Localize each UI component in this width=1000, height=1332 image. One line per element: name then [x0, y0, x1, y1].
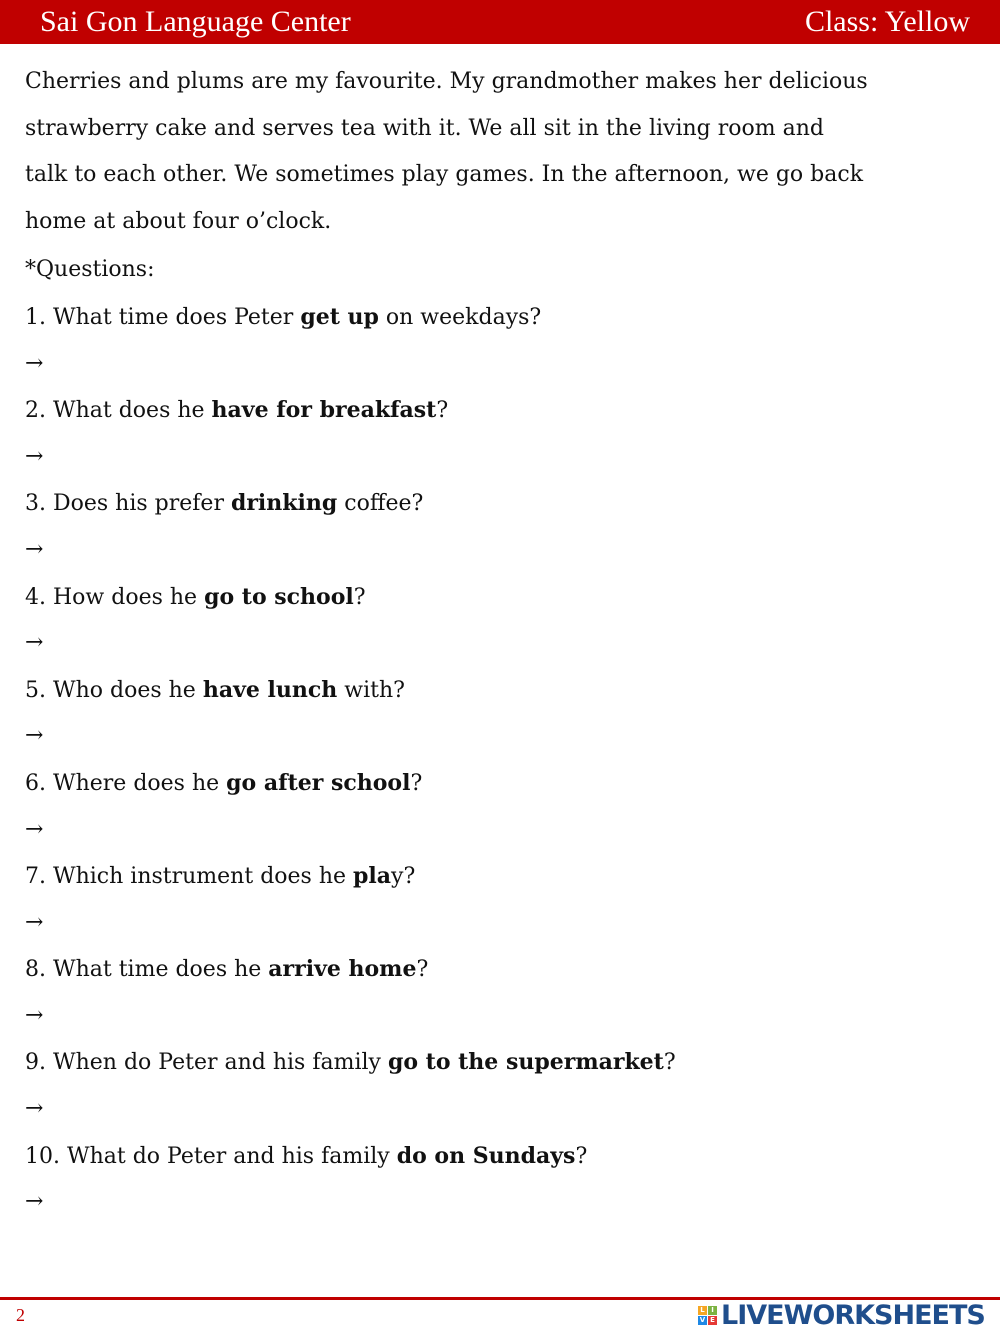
- question-bold-text: have for breakfast: [211, 397, 437, 424]
- question-bold-text: arrive home: [268, 956, 417, 983]
- class-label: Class: Yellow: [804, 5, 970, 38]
- question-1: [25, 294, 990, 341]
- question-4: [25, 574, 990, 621]
- question-pre-text: 9. When do Peter and his family: [25, 1050, 388, 1076]
- question-pre-text: 2. What does he: [25, 398, 212, 424]
- question-post-text: ?: [663, 1050, 676, 1076]
- question-pre-text: 8. What time does he: [25, 957, 269, 983]
- question-post-text: coffee?: [337, 491, 424, 517]
- question-post-text: ?: [436, 398, 449, 424]
- answer-line[interactable]: →: [25, 723, 44, 749]
- question-post-text: with?: [337, 677, 405, 703]
- question-2: [25, 387, 990, 434]
- question-post-text: ?: [353, 584, 366, 610]
- question-pre-text: 10. What do Peter and his family: [25, 1143, 397, 1169]
- question-pre-text: 4. How does he: [25, 584, 205, 610]
- question-pre-text: 5. Who does he: [25, 677, 203, 703]
- question-post-text: y?: [391, 864, 416, 890]
- answer-line[interactable]: →: [25, 816, 44, 842]
- passage-line: strawberry cake and serves tea with it. We all sit in the living room and: [25, 115, 824, 141]
- page-header: [0, 0, 1000, 44]
- question-5: [25, 667, 990, 714]
- question-pre-text: 6. Where does he: [25, 770, 227, 796]
- question-bold-text: go to school: [204, 583, 354, 610]
- center-name: Sai Gon Language Center: [40, 5, 351, 38]
- page-number: 2: [16, 1305, 25, 1325]
- question-bold-text: get up: [300, 303, 379, 330]
- question-pre-text: 7. Which instrument does he: [25, 864, 354, 890]
- question-bold-text: go to the supermarket: [387, 1049, 664, 1076]
- answer-line[interactable]: →: [25, 536, 44, 562]
- passage-line: home at about four o’clock.: [25, 208, 332, 234]
- question-6: [25, 760, 990, 807]
- questions-heading: *Questions:: [25, 257, 155, 283]
- question-8: [25, 946, 990, 993]
- question-3: [25, 480, 990, 527]
- passage-line: talk to each other. We sometimes play games. In the afternoon, we go back: [25, 162, 864, 188]
- question-bold-text: have lunch: [202, 676, 338, 703]
- liveworksheets-logo: [698, 1300, 985, 1331]
- answer-line[interactable]: →: [25, 350, 44, 376]
- question-bold-text: go after school: [226, 769, 411, 796]
- answer-line[interactable]: →: [25, 1189, 44, 1215]
- answer-line[interactable]: →: [25, 443, 44, 469]
- question-list: [25, 294, 990, 1226]
- question-bold-text: do on Sundays: [396, 1142, 576, 1169]
- answer-line[interactable]: →: [25, 1096, 44, 1122]
- worksheet-content: [25, 59, 990, 1226]
- answer-line[interactable]: →: [25, 630, 44, 656]
- question-10: [25, 1133, 990, 1180]
- question-post-text: ?: [575, 1143, 588, 1169]
- question-post-text: ?: [410, 770, 423, 796]
- question-pre-text: 1. What time does Peter: [25, 304, 301, 330]
- answer-line[interactable]: →: [25, 909, 44, 935]
- question-9: [25, 1039, 990, 1086]
- logo-text: LIVEWORKSHEETS: [721, 1300, 985, 1331]
- question-pre-text: 3. Does his prefer: [25, 491, 231, 517]
- question-bold-text: drinking: [230, 490, 338, 517]
- question-post-text: ?: [416, 957, 429, 983]
- passage-line: Cherries and plums are my favourite. My grandmother makes her delicious: [25, 69, 868, 94]
- question-bold-text: pla: [353, 863, 392, 890]
- question-post-text: on weekdays?: [378, 304, 542, 330]
- logo-blocks-icon: L I V E: [698, 1306, 717, 1325]
- answer-line[interactable]: →: [25, 1002, 44, 1028]
- question-7: [25, 853, 990, 900]
